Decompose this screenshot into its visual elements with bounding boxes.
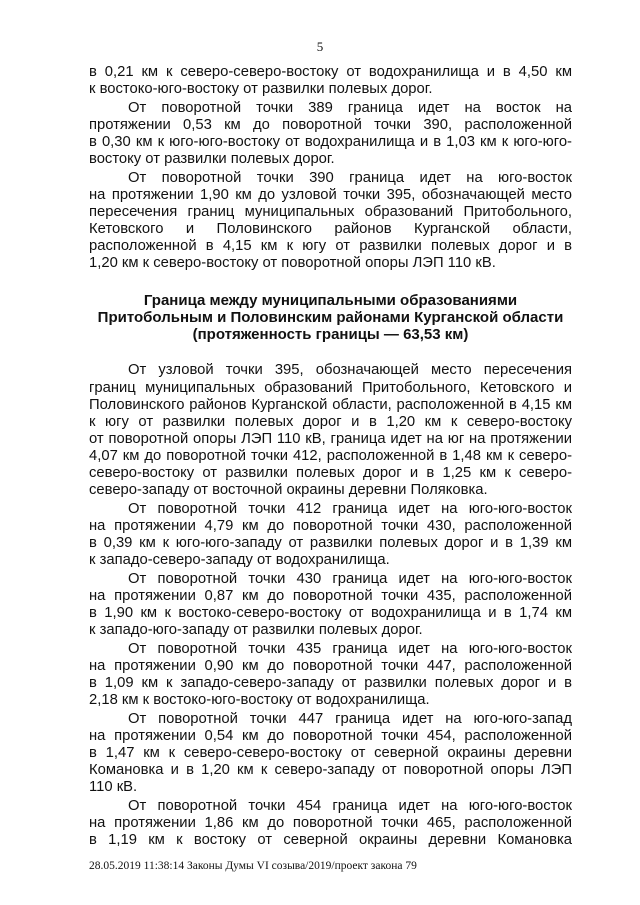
- text-line: От поворотной точки 454 граница идет на юго-юго-восток: [128, 798, 572, 814]
- text-line: Половинского районов Курганской области, расположенной в 4,15 км: [89, 397, 572, 413]
- text-line: От поворотной точки 435 граница идет на юго-юго-восток: [128, 641, 572, 657]
- text-line: от поворотной опоры ЛЭП 110 кВ, граница идет на юг на протяжении: [89, 431, 572, 447]
- text-line: на протяжении 0,54 км до поворотной точки 454, расположенной: [89, 728, 572, 744]
- text-line: на протяжении 1,90 км до узловой точки 395, обозначающей место: [89, 187, 572, 203]
- text-line: на протяжении 4,79 км до поворотной точки 430, расположенной: [89, 518, 572, 534]
- text-line: 1,20 км к северо-востоку от поворотной опоры ЛЭП 110 кВ.: [89, 255, 496, 271]
- text-line: От поворотной точки 389 граница идет на восток на: [128, 100, 572, 116]
- text-line: на протяжении 0,90 км до поворотной точки 447, расположенной: [89, 658, 572, 674]
- text-line: 4,07 км до поворотной точки 412, расположенной в 1,48 км к северо-: [89, 448, 572, 464]
- text-line: в 1,47 км к северо-северо-востоку от северной окраины деревни: [89, 745, 572, 761]
- text-line: в 1,09 км к западо-северо-западу от развилки полевых дорог и в: [89, 675, 572, 691]
- section-heading: Притобольным и Половинским районами Курганской области: [97, 309, 564, 326]
- text-line: северо-западу от восточной окраины деревни Поляковка.: [89, 482, 488, 498]
- text-line: в 1,19 км к востоку от северной окраины деревни Комановка: [89, 832, 572, 848]
- text-line: Комановка и в 1,20 км к северо-западу от поворотной опоры ЛЭП: [89, 762, 572, 778]
- text-line: 2,18 км к востоко-юго-востоку от водохранилища.: [89, 692, 430, 708]
- text-line: расположенной в 4,15 км к югу от развилки полевых дорог и в: [89, 238, 572, 254]
- text-line: в 0,39 км к юго-юго-западу от развилки полевых дорог и в 1,39 км: [89, 535, 572, 551]
- text-line: на протяжении 0,87 км до поворотной точки 435, расположенной: [89, 588, 572, 604]
- text-line: От узловой точки 395, обозначающей место пересечения: [128, 362, 572, 378]
- section-heading: Граница между муниципальными образованиями: [143, 292, 518, 309]
- text-line: на протяжении 1,86 км до поворотной точки 465, расположенной: [89, 815, 572, 831]
- document-footer: 28.05.2019 11:38:14 Законы Думы VI созыва/2019/проект закона 79: [89, 860, 417, 872]
- text-line: От поворотной точки 412 граница идет на юго-юго-восток: [128, 501, 572, 517]
- text-line: в 0,30 км к юго-юго-востоку от водохранилища и в 1,03 км к юго-юго-: [89, 134, 572, 150]
- text-line: От поворотной точки 390 граница идет на юго-восток: [128, 170, 572, 186]
- text-line: От поворотной точки 447 граница идет на юго-юго-запад: [128, 711, 572, 727]
- text-line: северо-востоку от развилки полевых дорог и в 1,25 км к северо-: [89, 465, 572, 481]
- text-line: От поворотной точки 430 граница идет на юго-юго-восток: [128, 571, 572, 587]
- text-line: к западо-северо-западу от водохранилища.: [89, 552, 390, 568]
- text-line: в 1,90 км к востоко-северо-востоку от водохранилища и в 1,74 км: [89, 605, 572, 621]
- text-line: к западо-юго-западу от развилки полевых дорог.: [89, 622, 423, 638]
- text-line: Кетовского и Половинского районов Курганской области,: [89, 221, 572, 237]
- section-heading: (протяженность границы — 63,53 км): [192, 326, 469, 343]
- text-line: границ муниципальных образований Притобольного, Кетовского и: [89, 380, 572, 396]
- text-line: пересечения границ муниципальных образований Притобольного,: [89, 204, 572, 220]
- text-line: 110 кВ.: [89, 779, 138, 795]
- text-line: востоку от развилки полевых дорог.: [89, 151, 335, 167]
- text-line: в 0,21 км к северо-северо-востоку от водохранилища и в 4,50 км: [89, 64, 572, 80]
- page-number: 5: [316, 39, 324, 54]
- text-line: к востоко-юго-востоку от развилки полевых дорог.: [89, 81, 433, 97]
- text-line: протяжении 0,53 км до поворотной точки 390, расположенной: [89, 117, 572, 133]
- text-line: к югу от развилки полевых дорог и в 1,20 км к северо-востоку: [89, 414, 572, 430]
